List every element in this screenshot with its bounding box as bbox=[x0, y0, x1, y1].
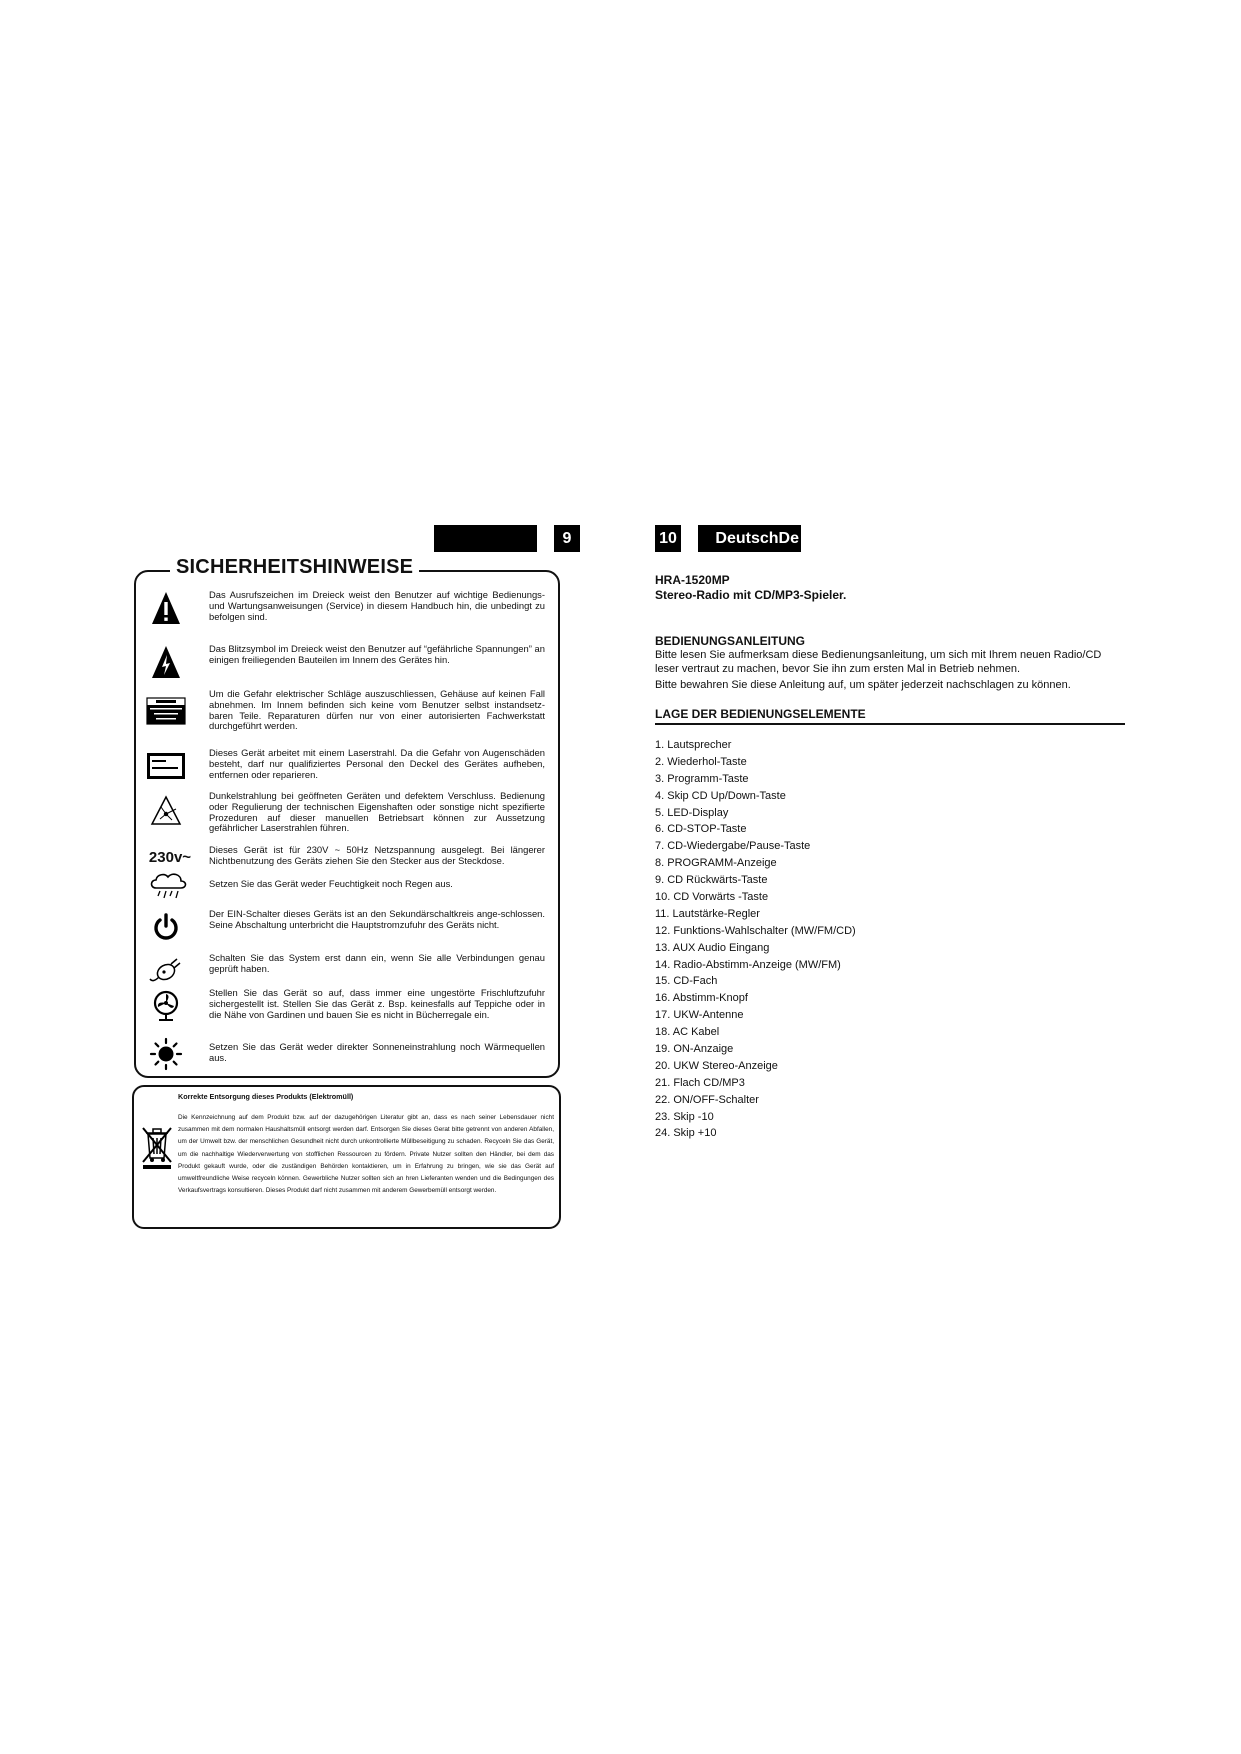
list-item: 23. Skip -10 bbox=[655, 1110, 714, 1123]
list-item: 8. PROGRAMM-Anzeige bbox=[655, 857, 777, 870]
caution-label-icon bbox=[146, 693, 186, 729]
safety-item-text: Um die Gefahr elektrischer Schläge auszuschliessen, Gehäuse auf keinen Fall abnehmen. Im Innem befinden sich keine vom Benutzer selbst instandsetz-baren Teile. Reparaturen dürfen nur von einer autorisierten Fachwerkstatt durchgeführt werden. bbox=[209, 688, 545, 732]
list-item: 12. Funktions-Wahlschalter (MW/FM/CD) bbox=[655, 924, 856, 937]
list-item: 1. Lautsprecher bbox=[655, 739, 732, 751]
safety-item-text: Der EIN-Schalter dieses Geräts ist an den Sekundärschaltkreis ange-schlossen. Seine Abschaltung unterbricht die Hauptstromzufuhr des Geräts nicht. bbox=[209, 908, 545, 930]
list-item: 21. Flach CD/MP3 bbox=[655, 1076, 745, 1089]
list-item: 2. Wiederhol-Taste bbox=[655, 755, 747, 768]
list-item: 11. Lautstärke-Regler bbox=[655, 907, 760, 920]
list-item: 17. UKW-Antenne bbox=[655, 1009, 744, 1022]
safety-item-text: Dunkelstrahlung bei geöffneten Geräten und defektem Verschluss. Bedienung oder Regulierung der technischen Eigenshaften oder sonstige nicht spezifierte Prozeduren auf dieser manuellen Betriebsart können zur Aussetzung gefährlicher Laserstrahlen führen. bbox=[209, 790, 545, 834]
power-icon bbox=[146, 909, 186, 945]
safety-item-text: Dieses Gerät arbeitet mit einem Laserstrahl. Da die Gefahr von Augenschäden besteht, darf nur qualifiziertes Personal den Deckel des Gerätes aufheben, entfernen oder reparieren. bbox=[209, 747, 545, 780]
safety-item-text: Dieses Gerät ist für 230V ~ 50Hz Netzspannung ausgelegt. Bei längerer Nichtbenutzung des Geräts ziehen Sie den Stecker aus der Steckdose. bbox=[209, 844, 545, 866]
controls-heading-rule bbox=[655, 723, 1125, 725]
controls-heading: LAGE DER BEDIENUNGSELEMENTE bbox=[655, 707, 866, 721]
manual-paragraph-2: Bitte bewahren Sie diese Anleitung auf, um später jederzeit nachschlagen zu können. bbox=[655, 679, 1071, 691]
list-item: 3. Programm-Taste bbox=[655, 772, 749, 785]
crossed-bin-icon bbox=[141, 1124, 173, 1170]
manual-paragraph-1: Bitte lesen Sie aufmerksam diese Bedienungsanleitung, um sich mit Ihrem neuen Radio/CD leser vertraut zu machen, bevor Sie ihn zum ersten Mal in Betrieb nehmen. bbox=[655, 649, 1102, 675]
ventilation-fan-icon bbox=[146, 988, 186, 1024]
list-item: 9. CD Rückwärts-Taste bbox=[655, 874, 768, 887]
list-item: 24. Skip +10 bbox=[655, 1127, 717, 1140]
page-number-left: 9 bbox=[554, 525, 580, 552]
disposal-text: Die Kennzeichnung auf dem Produkt bzw. auf der dazugehörigen Literatur gibt an, dass es nach seiner Lebensdauer nicht zusammen mit dem normalen Haushaltsmüll entsorgt werden darf. Entsorgen Sie dieses Gerat bitte getrennt von anderen Abfallen, um der Umwelt bzw. der menschlichen Gesundheit nicht durch unkontrollierte Müllbeseitigung zu schaden. Recyceln Sie das Gerät, um die nachhaltige Wiederverwertung von stofflichen Ressourcen zu fördern. Private Nutzer sollten den Händler, bei dem das Produkt gekauft wurde, oder die zuständigen Behörden kontaktieren, um in Erfahrung zu bringen, wie sie das Gerät auf umweltfreundliche Weise recyceln können. Gewerbliche Nutzer sollten sich an hren Lieferanten wenden und die Bedingungen des Verkaufsvertrags konsultieren. Dieses Produkt darf nicht zusammen mit anderem Gewerbemüll entsorgt werden. bbox=[178, 1114, 554, 1195]
header-bar-left bbox=[434, 525, 537, 552]
page-number-right: 10 bbox=[655, 525, 681, 552]
manual-heading: BEDIENUNGSANLEITUNG bbox=[655, 634, 806, 648]
safety-item-text: Stellen Sie das Gerät so auf, dass immer eine ungestörte Frischluftzufuhr sichergestellt ist. Stellen Sie das Gerät z. Bsp. keinesfalls auf Teppiche oder in die Nähe von Gardinen und bauen Sie es nicht in Bücherregale ein. bbox=[209, 987, 545, 1020]
list-item: 16. Abstimm-Knopf bbox=[655, 992, 748, 1005]
list-item: 4. Skip CD Up/Down-Taste bbox=[655, 789, 786, 802]
rain-cloud-icon bbox=[146, 868, 190, 904]
list-item: 7. CD-Wiedergabe/Pause-Taste bbox=[655, 840, 811, 853]
list-item: 15. CD-Fach bbox=[655, 975, 718, 988]
list-item: 22. ON/OFF-Schalter bbox=[655, 1093, 759, 1106]
safety-title: SICHERHEITSHINWEISE bbox=[170, 556, 419, 579]
safety-item-text: Das Blitzsymbol im Dreieck weist den Benutzer auf “gefährliche Spannungen” an einigen freiliegenden Bauteilen im Innem des Gerätes hin. bbox=[209, 643, 545, 665]
product-subtitle: Stereo-Radio mit CD/MP3-Spieler. bbox=[655, 588, 847, 602]
safety-item-text: Setzen Sie das Gerät weder direkter Sonneneinstrahlung noch Wärmequellen aus. bbox=[209, 1041, 545, 1063]
list-item: 19. ON-Anzaige bbox=[655, 1043, 734, 1056]
lightning-triangle-icon bbox=[146, 644, 186, 680]
controls-list bbox=[655, 737, 856, 1142]
safety-item-text: Setzen Sie das Gerät weder Feuchtigkeit noch Regen aus. bbox=[209, 878, 453, 889]
warning-triangle-icon bbox=[146, 590, 186, 626]
list-item: 14. Radio-Abstimm-Anzeige (MW/FM) bbox=[655, 958, 841, 971]
list-item: 10. CD Vorwärts -Taste bbox=[655, 891, 769, 904]
product-model: HRA-1520MP bbox=[655, 573, 730, 587]
list-item: 5. LED-Display bbox=[655, 806, 729, 819]
safety-item-text: Schalten Sie das System erst dann ein, wenn Sie alle Verbindungen genau geprüft haben. bbox=[209, 952, 545, 974]
list-item: 13. AUX Audio Eingang bbox=[655, 941, 770, 954]
list-item: 18. AC Kabel bbox=[655, 1026, 720, 1039]
language-label: DeutschDe bbox=[698, 525, 801, 552]
safety-item-text: Das Ausrufszeichen im Dreieck weist den Benutzer auf wichtige Bedienungs- und Wartungsanweisungen (Service) in diesem Handbuch hin, die unbedingt zu befolgen sind. bbox=[209, 589, 545, 622]
laser-warning-triangle-icon bbox=[146, 793, 186, 829]
list-item: 20. UKW Stereo-Anzeige bbox=[655, 1059, 778, 1072]
plug-icon bbox=[146, 953, 186, 989]
class1-laser-label-icon bbox=[146, 748, 186, 784]
sun-icon bbox=[146, 1036, 186, 1072]
disposal-title: Korrekte Entsorgung dieses Produkts (Elektromüll) bbox=[178, 1092, 354, 1101]
list-item: 6. CD-STOP-Taste bbox=[655, 823, 747, 836]
voltage-230v-icon: 230v~ bbox=[148, 848, 192, 866]
